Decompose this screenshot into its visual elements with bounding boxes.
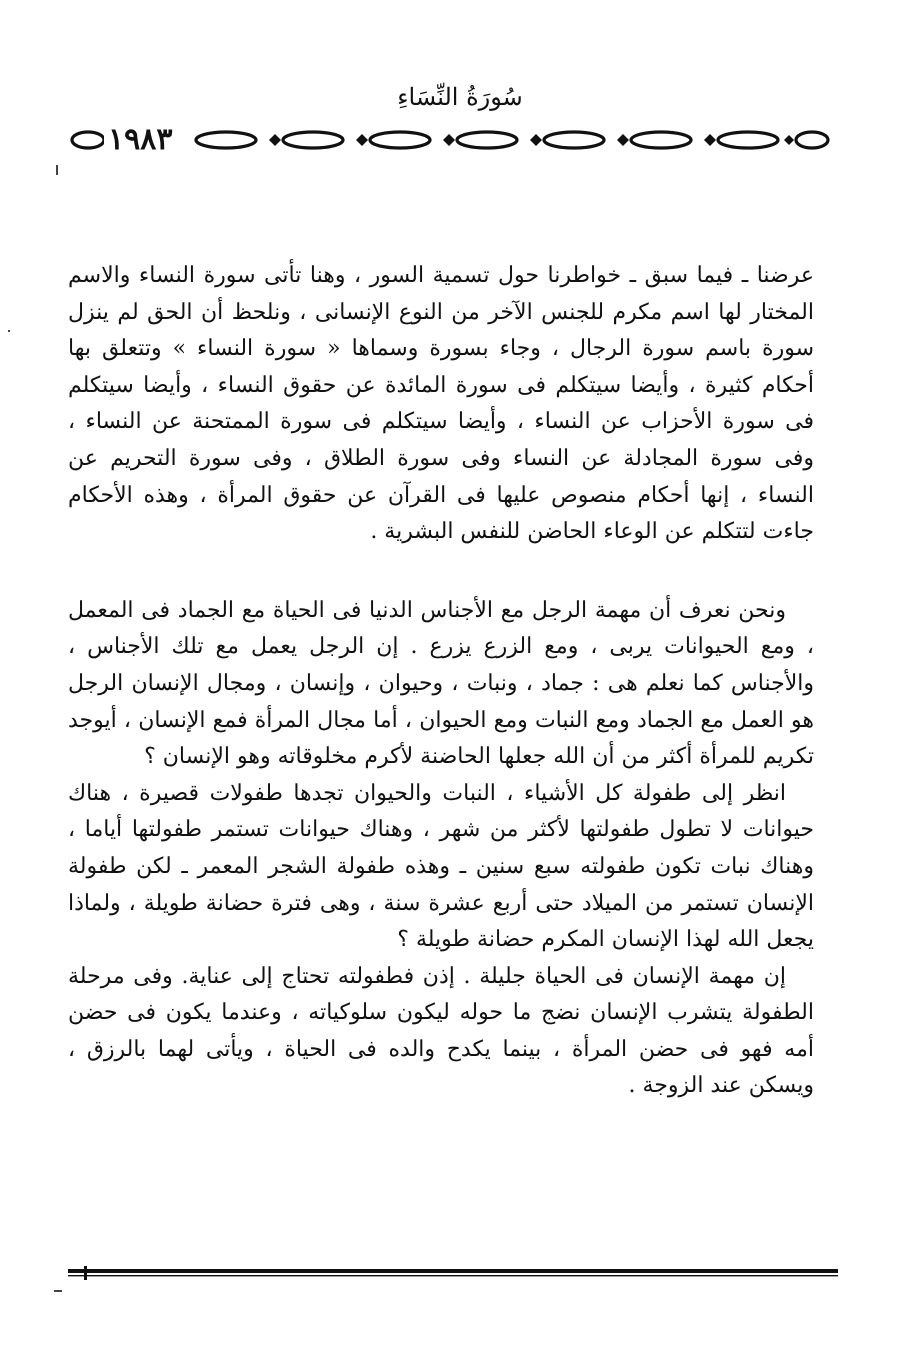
page-number: ١٩٨٣ <box>104 122 176 158</box>
surah-title: سُورَةُ النِّسَاءِ <box>397 83 523 111</box>
paragraph: انظر إلى طفولة كل الأشياء ، النبات والحيوان تجدها طفولات قصيرة ، هناك حيوانات لا تطول طفولتها لأكثر من شهر ، وهناك حيوانات تستمر طفولتها أياما ، وهناك نبات تكون طفولته سبع سنين ـ وهذه طفولة الشجر المعمر ـ لكن طفولة الإنسان تستمر من الميلاد حتى أربع عشرة سنة ، وهى فترة حضانة طويلة ، ولماذا يجعل الله لهذا الإنسان المكرم حضانة طويلة ؟ <box>68 780 814 953</box>
scan-speck <box>8 330 10 332</box>
paragraph: ونحن نعرف أن مهمة الرجل مع الأجناس الدنيا فى الحياة مع الجماد فى المعمل ، ومع الحيوانات يربى ، ومع الزرع يزرع . إن الرجل يعمل مع تلك الأجناس ، والأجناس كما نعلم هى : جماد ، ونبات ، وحيوان ، وإنسان ، ومجال الإنسان الرجل هو العمل مع الجماد ومع النبات ومع الحيوان ، أما مجال المرأة فمع الإنسان ، أيوجد تكريم للمرأة أكثر من أن الله جعلها الحاضنة لأكرم مخلوقاته وهو الإنسان ؟ <box>68 597 814 770</box>
scan-speck <box>56 165 58 175</box>
footer-double-rule <box>62 1266 842 1280</box>
chain-ornament <box>68 122 834 158</box>
footer-rule <box>62 1266 842 1280</box>
body-text <box>68 258 814 1105</box>
decorative-header-band <box>68 122 834 158</box>
paragraph: عرضنا ـ فيما سبق ـ خواطرنا حول تسمية السور ، وهنا تأتى سورة النساء والاسم المختار لها اسم مكرم للجنس الآخر من النوع الإنسانى ، ونلحظ أن الحق لم ينزل سورة باسم سورة الرجال ، وجاء بسورة وسماها « سورة النساء » وتتعلق بها أحكام كثيرة ، وأيضا سيتكلم فى سورة المائدة عن حقوق النساء ، وأيضا سيتكلم فى سورة الأحزاب عن النساء ، وأيضا سيتكلم فى سورة الممتحنة عن النساء ، وفى سورة المجادلة عن النساء وفى سورة الطلاق ، وفى سورة التحريم عن النساء ، إنها أحكام منصوص عليها فى القرآن عن حقوق المرأة ، وهذه الأحكام جاءت لتتكلم عن الوعاء الحاضن للنفس البشرية . <box>68 263 814 545</box>
scan-speck <box>54 1290 62 1292</box>
paragraph: إن مهمة الإنسان فى الحياة جليلة . إذن فطفولته تحتاج إلى عناية. وفى مرحلة الطفولة يتشرب الإنسان نضج ما حوله ليكون سلوكياته ، وعندما يكون فى حضن أمه فهو فى حضن المرأة ، بينما يكدح والده فى الحياة ، ويأتى لهما بالرزق ، ويسكن عند الزوجة . <box>68 963 814 1099</box>
